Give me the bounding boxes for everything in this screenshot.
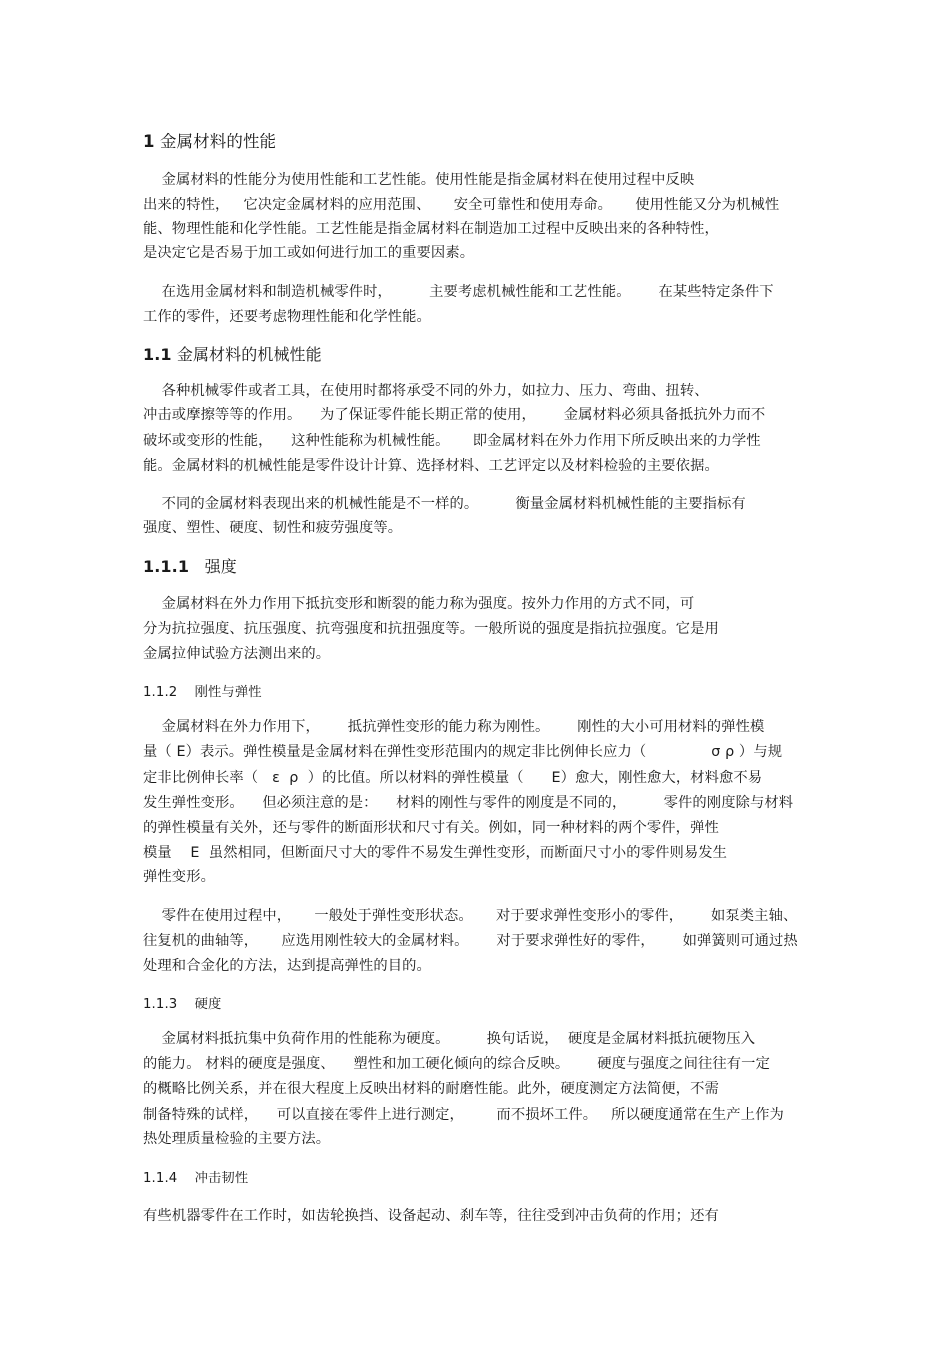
paragraph-line: 能。金属材料的机械性能是零件设计计算、选择材料、工艺评定以及材料检验的主要依据。 xyxy=(143,458,719,474)
paragraph-line: 处理和合金化的方法，达到提高弹性的目的。 xyxy=(143,958,431,974)
paragraph-line: 量（ E）表示。弹性模量是金属材料在弹性变形范围内的规定非比例伸长应力（ σ ρ ）与规 xyxy=(143,744,783,760)
paragraph-line: 往复机的曲轴等， 应选用刚性较大的金属材料。 对于要求弹性好的零件， 如弹簧则可通过热 xyxy=(143,933,798,949)
paragraph-line: 有些机器零件在工作时，如齿轮换挡、设备起动、刹车等，往往受到冲击负荷的作用；还有 xyxy=(143,1208,719,1224)
section-heading-1-1: 1.1 金属材料的机械性能 xyxy=(143,345,322,364)
paragraph-line: 弹性变形。 xyxy=(143,869,215,885)
paragraph-line: 破坏或变形的性能， 这种性能称为机械性能。 即金属材料在外力作用下所反映出来的力学性 xyxy=(143,433,761,449)
paragraph-line: 金属拉伸试验方法测出来的。 xyxy=(143,646,331,662)
paragraph-line: 定非比例伸长率（ ε ρ ）的比值。所以材料的弹性模量（ E）愈大，刚性愈大，材料愈不易 xyxy=(143,770,763,786)
paragraph-line: 金属材料在外力作用下抵抗变形和断裂的能力称为强度。按外力作用的方式不同，可 xyxy=(143,596,695,612)
paragraph-line: 的弹性模量有关外，还与零件的断面形状和尺寸有关。例如，同一种材料的两个零件，弹性 xyxy=(143,820,719,836)
paragraph-line: 模量 E 虽然相同，但断面尺寸大的零件不易发生弹性变形，而断面尺寸小的零件则易发生 xyxy=(143,845,728,861)
paragraph-line: 工作的零件，还要考虑物理性能和化学性能。 xyxy=(143,309,431,325)
paragraph-line: 的概略比例关系，并在很大程度上反映出材料的耐磨性能。此外，硬度测定方法简便，不需 xyxy=(143,1081,719,1097)
paragraph-line: 金属材料抵抗集中负荷作用的性能称为硬度。 换句话说， 硬度是金属材料抵抗硬物压入 xyxy=(143,1031,756,1047)
paragraph-line: 冲击或摩擦等等的作用。 为了保证零件能长期正常的使用， 金属材料必须具备抵抗外力而不 xyxy=(143,407,766,423)
paragraph-line: 制备特殊的试样， 可以直接在零件上进行测定， 而不损坏工件。 所以硬度通常在生产上作为 xyxy=(143,1107,784,1123)
paragraph-line: 金属材料的性能分为使用性能和工艺性能。使用性能是指金属材料在使用过程中反映 xyxy=(143,172,695,188)
paragraph-line: 分为抗拉强度、抗压强度、抗弯强度和抗扭强度等。一般所说的强度是指抗拉强度。它是用 xyxy=(143,621,719,637)
paragraph-line: 发生弹性变形。 但必须注意的是： 材料的刚性与零件的刚度是不同的， 零件的刚度除与材料 xyxy=(143,795,794,811)
section-heading-1: 1 金属材料的性能 xyxy=(143,132,277,151)
section-heading-1-1-3: 1.1.3 硬度 xyxy=(143,997,222,1012)
section-heading-1-1-4: 1.1.4 冲击韧性 xyxy=(143,1171,249,1186)
paragraph-line: 强度、塑性、硬度、韧性和疲劳强度等。 xyxy=(143,520,403,536)
paragraph-line: 是决定它是否易于加工或如何进行加工的重要因素。 xyxy=(143,245,475,261)
paragraph-line: 不同的金属材料表现出来的机械性能是不一样的。 衡量金属材料机械性能的主要指标有 xyxy=(143,496,746,512)
paragraph-line: 零件在使用过程中， 一般处于弹性变形状态。 对于要求弹性变形小的零件， 如泵类主轴、 xyxy=(143,908,798,924)
paragraph-line: 热处理质量检验的主要方法。 xyxy=(143,1131,331,1147)
paragraph-line: 在选用金属材料和制造机械零件时， 主要考虑机械性能和工艺性能。 在某些特定条件下 xyxy=(143,284,774,300)
paragraph-line: 金属材料在外力作用下， 抵抗弹性变形的能力称为刚性。 刚性的大小可用材料的弹性模 xyxy=(143,719,765,735)
paragraph-line: 的能力。 材料的硬度是强度、 塑性和加工硬化倾向的综合反映。 硬度与强度之间往往有一定 xyxy=(143,1056,770,1072)
section-heading-1-1-2: 1.1.2 刚性与弹性 xyxy=(143,685,262,700)
paragraph-line: 各种机械零件或者工具，在使用时都将承受不同的外力，如拉力、压力、弯曲、扭转、 xyxy=(143,383,709,399)
paragraph-line: 能、物理性能和化学性能。工艺性能是指金属材料在制造加工过程中反映出来的各种特性， xyxy=(143,221,719,237)
paragraph-line: 出来的特性， 它决定金属材料的应用范围、 安全可靠性和使用寿命。 使用性能又分为机械性 xyxy=(143,197,780,213)
section-heading-1-1-1: 1.1.1 强度 xyxy=(143,557,237,576)
